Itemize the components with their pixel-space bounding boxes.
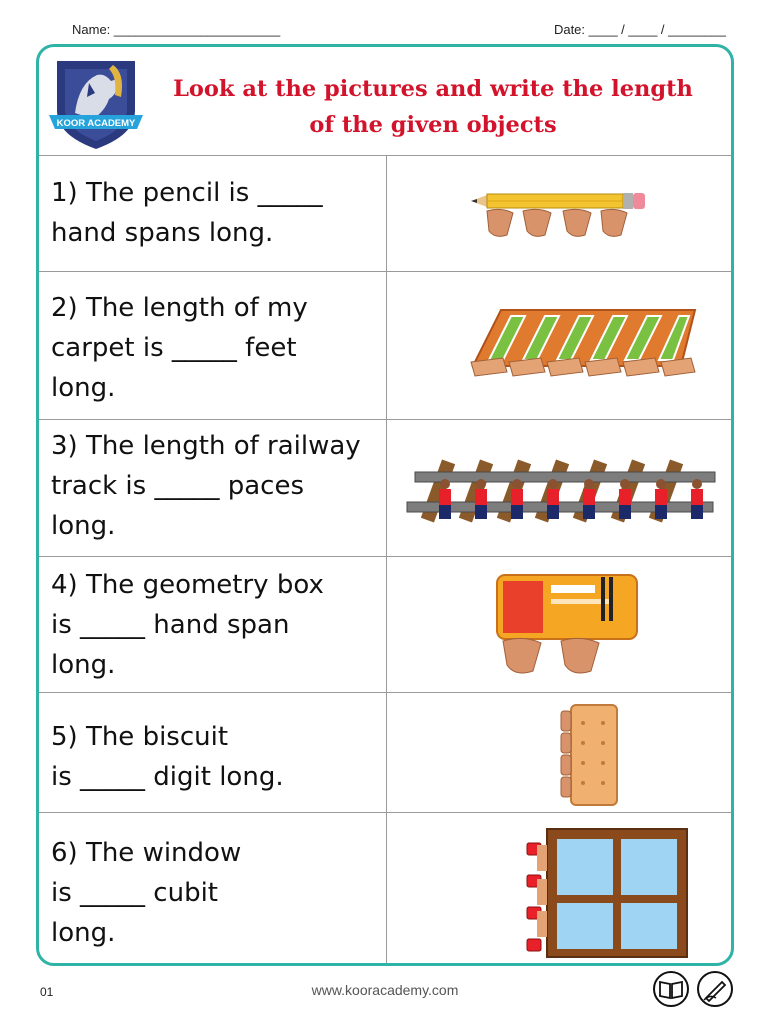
question-row-1 — [39, 155, 731, 272]
page-number: 01 — [40, 985, 54, 999]
pencil-hand-spans-image — [391, 161, 727, 266]
title-line-1: Look at the pictures and write the length — [173, 76, 693, 102]
name-field: Name: _______________________ — [72, 22, 281, 37]
question-2-text: 2) The length of my carpet is _____ feet long. — [51, 293, 308, 403]
date-field: Date: ____ / ____ / ________ — [553, 22, 726, 37]
question-row-3 — [39, 420, 731, 557]
question-row-4 — [39, 557, 731, 693]
title-line-2: of the given objects — [309, 112, 557, 138]
question-row-2 — [39, 272, 731, 420]
question-6-text: 6) The window is _____ cubit long. — [51, 838, 242, 948]
question-row-6 — [39, 813, 731, 969]
pen-writing-icon — [696, 970, 734, 1008]
worksheet-title — [163, 71, 703, 143]
website-url: www.kooracademy.com — [311, 982, 459, 998]
question-5-text: 5) The biscuit is _____ digit long. — [51, 722, 284, 792]
window-cubits-image — [391, 823, 727, 965]
carpet-feet-image — [391, 280, 727, 415]
biscuit-digits-image — [391, 699, 727, 811]
worksheet-frame — [36, 44, 734, 966]
logo-text: KOOR ACADEMY — [56, 118, 136, 129]
book-icon — [652, 970, 690, 1008]
railway-paces-image — [391, 428, 727, 553]
question-1-text: 1) The pencil is _____ hand spans long. — [51, 178, 323, 248]
worksheet-header — [39, 47, 731, 156]
koor-academy-logo — [45, 53, 147, 151]
question-4-text: 4) The geometry box is _____ hand span long. — [51, 570, 324, 680]
question-3-text: 3) The length of railway track is _____ paces long. — [51, 431, 361, 541]
geometry-box-hand-spans-image — [391, 567, 727, 689]
question-row-5 — [39, 693, 731, 813]
